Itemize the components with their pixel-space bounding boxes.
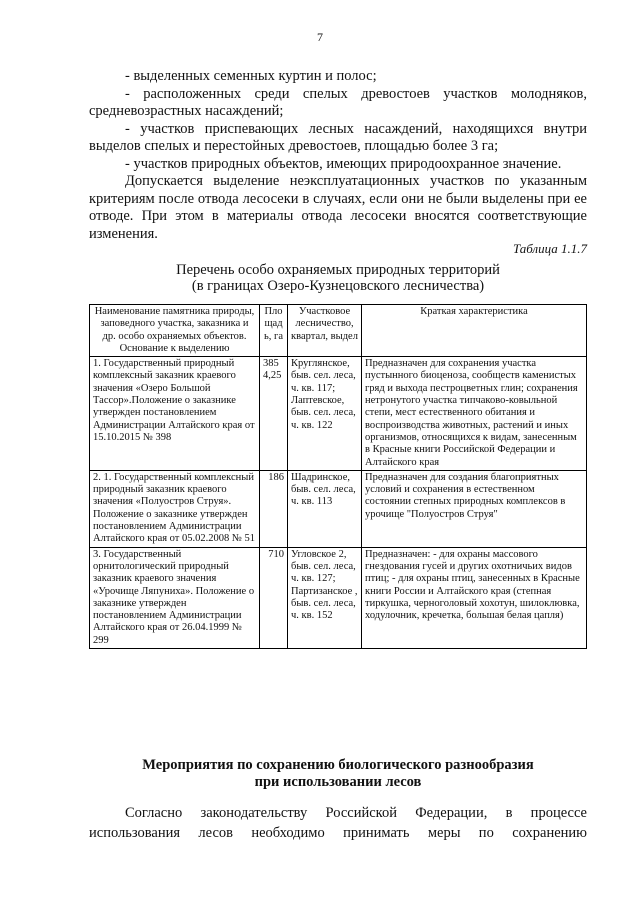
list-item-natural-objects: - участков природных объектов, имеющих природоохранное значение. [125,155,562,172]
closing-line-2: использования лесов необходимо принимать меры по сохранению [89,825,587,841]
header-area: Площадь, га [260,305,288,357]
cell-location: Круглянское, быв. сел. леса, ч. кв. 117; Лаптевское, быв. сел. леса, ч. кв. 122 [288,357,362,471]
table-row [90,470,587,547]
section-title-line-2: при использовании лесов [254,774,422,790]
section-title [89,757,587,791]
cell-area: 710 [260,547,288,648]
table-row [90,547,587,648]
protected-areas-table [89,304,587,649]
table-title-line-2: (в границах Озеро-Кузнецовского лесничества) [191,278,485,294]
cell-name: 3. Государственный орнитологический природный заказник краевого значения «Урочище Ляпуниха». Положение о заказнике утвержден постановлением Администрации Алтайского края от 26.04.1999 № 299 [90,547,260,648]
list-item-young-stands: - расположенных среди спелых древостоев участков молодняков, средневозрастных насаждений; [89,85,587,119]
table-title [89,262,587,294]
cell-description: Предназначен для создания благоприятных условий и сохранения в естественном состоянии степных природных комплексов в урочище "Полуостров Струя" [362,470,587,547]
cell-location: Шадринское, быв. сел. леса, ч. кв. 113 [288,470,362,547]
intro-text [89,68,587,243]
table-title-line-1: Перечень особо охраняемых природных территорий [176,262,500,278]
cell-area: 3854,25 [260,357,288,471]
paragraph-allowed-allocation: Допускается выделение неэксплуатационных участков по указанным критериям после отвода лесосеки в случаях, если они не были выделены при ее отводе. При этом в материалы отвода лесосеки вносятся соответствующие изменения. [89,173,587,242]
header-name: Наименование памятника природы, заповедного участка, заказника и др. особо охраняемых объектов. Основание к выделению [90,305,260,357]
header-location: Участковое лесничество, квартал, выдел [288,305,362,357]
cell-area: 186 [260,470,288,547]
closing-line-1: Согласно законодательству Российской Федерации, в процессе [125,805,587,821]
cell-name: 1. Государственный природный комплексный заказник краевого значения «Озеро Большой Тассор».Положение о заказнике утвержден постановлением Администрации Алтайского края от 15.10.2015 № 398 [90,357,260,471]
table-header-row [90,305,587,357]
header-description: Краткая характеристика [362,305,587,357]
closing-paragraph [89,803,587,843]
cell-location: Угловское 2, быв. сел. леса, ч. кв. 127; Партизанское , быв. сел. леса, ч. кв. 152 [288,547,362,648]
list-item-maturing-stands: - участков приспевающих лесных насаждений, находящихся внутри выделов спелых и перестойных древостоев, площадью более 3 га; [89,120,587,154]
page-number: 7 [317,30,323,44]
table-row [90,357,587,471]
cell-description: Предназначен: - для охраны массового гнездования гусей и других охотничьих видов птиц; - для охраны птиц, занесенных в Красные книги России и Алтайского края (степная тиркушка, черноголовый хохотун, шилоклювка, ходулочник, кречетка, большая белая цапля) [362,547,587,648]
cell-name: 2. 1. Государственный комплексный природный заказник краевого значения «Полуостров Струя». Положение о заказнике утвержден постановлением Администрации Алтайского края от 05.02.2008 № 51 [90,470,260,547]
list-item-seed-plots: - выделенных семенных куртин и полос; [125,68,377,84]
table-label: Таблица 1.1.7 [512,241,587,256]
cell-description: Предназначен для сохранения участка пустынного биоценоза, сообществ каменистых гряд и выхода пестроцветных глин; сохранения нетронутого участка типчаково-ковыльной степи, мест естественного обитания и воспроизводства животных, растений и иных организмов, относящихся к видам, занесенным в Красные книги Российской Федерации и Алтайского края [362,357,587,471]
section-title-line-1: Мероприятия по сохранению биологического разнообразия [142,757,534,773]
